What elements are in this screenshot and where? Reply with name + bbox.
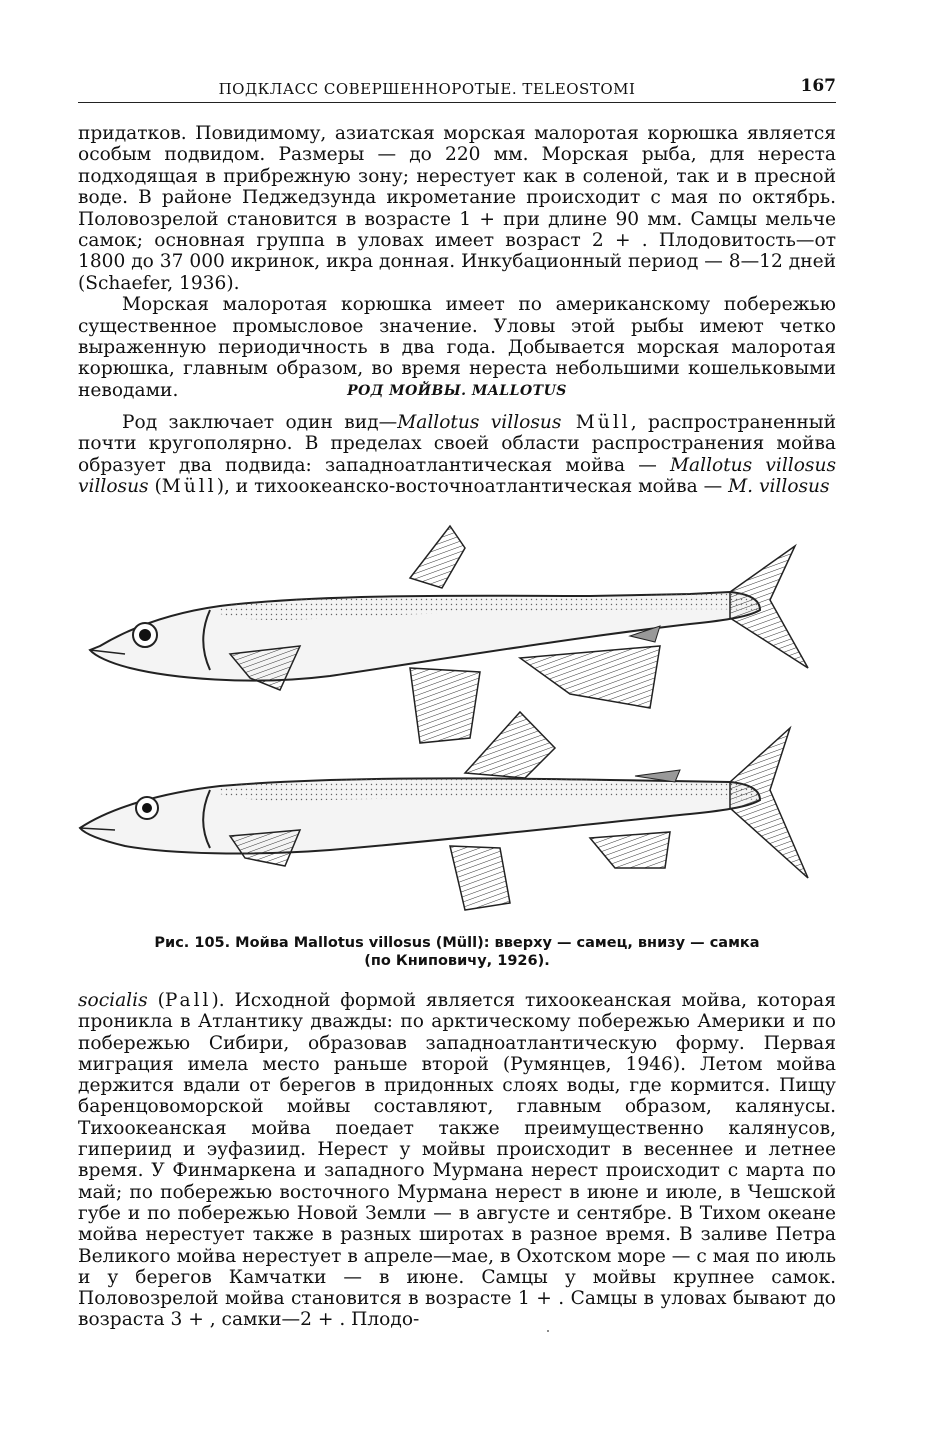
page-number: 167 bbox=[800, 76, 836, 96]
text-block-top bbox=[78, 123, 836, 401]
pectoral-fin bbox=[230, 830, 300, 866]
subspecies-name: Mallotus villosus villosus bbox=[78, 454, 836, 498]
tail-fin bbox=[730, 728, 808, 878]
pelvic-fin bbox=[450, 846, 510, 910]
text-span: ( bbox=[148, 476, 162, 498]
tail-fin bbox=[730, 546, 808, 668]
anal-fin bbox=[520, 646, 660, 708]
species-name: Mallotus villosus bbox=[397, 412, 562, 433]
pelvic-fin bbox=[410, 668, 480, 743]
text-span: ( bbox=[147, 990, 165, 1011]
paragraph-biology bbox=[78, 990, 836, 1331]
figure-capelin bbox=[70, 518, 850, 928]
page-header bbox=[78, 76, 836, 103]
paragraph-fishery: Морская малоротая корюшка имеет по американскому побережью существенное промысловое значение. Уловы этой рыбы имеют четко выраженную периодичность в два года. Добывается морская малоротая корюшка, главным образом, во время нереста небольшими кошельковыми неводами. bbox=[78, 294, 836, 401]
print-speck bbox=[547, 1330, 549, 1332]
eye-pupil bbox=[139, 629, 151, 641]
subspecies-name: socialis bbox=[78, 990, 148, 1011]
author-name: Pall bbox=[164, 990, 212, 1011]
caption-line-1: Рис. 105. Мойва Mallotus villosus (Müll): вверху — самец, внизу — самка bbox=[154, 935, 760, 951]
text-span: , распространенный почти кругополярно. В пределах своей области распространения мойва образует два подвида: западноатлантическая мойва — bbox=[78, 412, 836, 476]
running-head: ПОДКЛАСС СОВЕРШЕННОРОТЫЕ. TELEOSTOMI bbox=[218, 80, 636, 98]
author-name: Müll bbox=[561, 412, 631, 433]
dorsal-fin bbox=[465, 712, 555, 778]
eye-pupil bbox=[142, 803, 152, 813]
subspecies-name: M. villosus bbox=[728, 476, 830, 498]
section-title: РОД МОЙВЫ. MALLOTUS bbox=[347, 383, 567, 399]
text-block-bottom bbox=[78, 990, 836, 1331]
paragraph-genus bbox=[78, 412, 836, 498]
paragraph-continued: придатков. Повидимому, азиатская морская малоротая корюшка является особым подвидом. Размеры — до 220 мм. Морская рыба, для нереста подходящая в прибрежную зону; нерестует как в соленой, так и в пресной воде. В районе Педжедзунда икрометание происходит с мая по октябрь. Половозрелой становится в возрасте 1 + при длине 90 мм. Самцы мельче самок; основная группа в уловах имеет возраст 2 + . Плодовитость—от 1800 до 37 000 икринок, икра донная. Инкубационный период — 8—12 дней (Schaefer, 1936). bbox=[78, 123, 836, 294]
male-fish bbox=[90, 526, 808, 743]
capelin-illustration bbox=[70, 518, 850, 928]
text-block-genus bbox=[78, 412, 836, 498]
text-span: ). Исходной формой является тихоокеанская мойва, которая проникла в Атлантику дважды: по арктическому побережью Америки и по побережью Сибири, образовав западноатлантическую форму. Первая миграция имела место раньше второй (Румянцев, 1946). Летом мойва держится вдали от берегов в придонных слоях воды, где кормится. Пищу баренцовоморской мойвы составляют, главным образом, калянусы. Тихоокеанская мойва поедает также преимущественно калянусов, гипериид и эуфазиид. Нерест у мойвы происходит в весеннее и летнее время. У Финмаркена и западного Мурмана нерест происходит с марта по май; по побережью восточного Мурмана нерест в июне и июле, в Чешской губе и по побережью Новой Земли — в августе и сентябре. В Тихом океане мойва нерестует также в разных широтах в разное время. В заливе Петра Великого мойва нерестует в апреле—мае, в Охотском море — с мая по июль и у берегов Камчатки — в июне. Самцы у мойвы крупнее самок. Половозрелой мойва становится в возрасте 1 + . Самцы в уловах бывают до возраста 3 + , самки—2 + . Плодо- bbox=[78, 990, 836, 1331]
anal-fin bbox=[590, 832, 670, 868]
author-name: Müll bbox=[161, 476, 217, 498]
figure-caption bbox=[78, 934, 836, 970]
caption-line-2: (по Книповичу, 1926). bbox=[364, 953, 550, 969]
dorsal-fin bbox=[410, 526, 465, 588]
female-fish bbox=[80, 712, 808, 910]
text-span: Род заключает один вид— bbox=[122, 412, 398, 433]
text-span: ), и тихоокеанско-восточноатлантическая мойва — bbox=[216, 476, 729, 498]
